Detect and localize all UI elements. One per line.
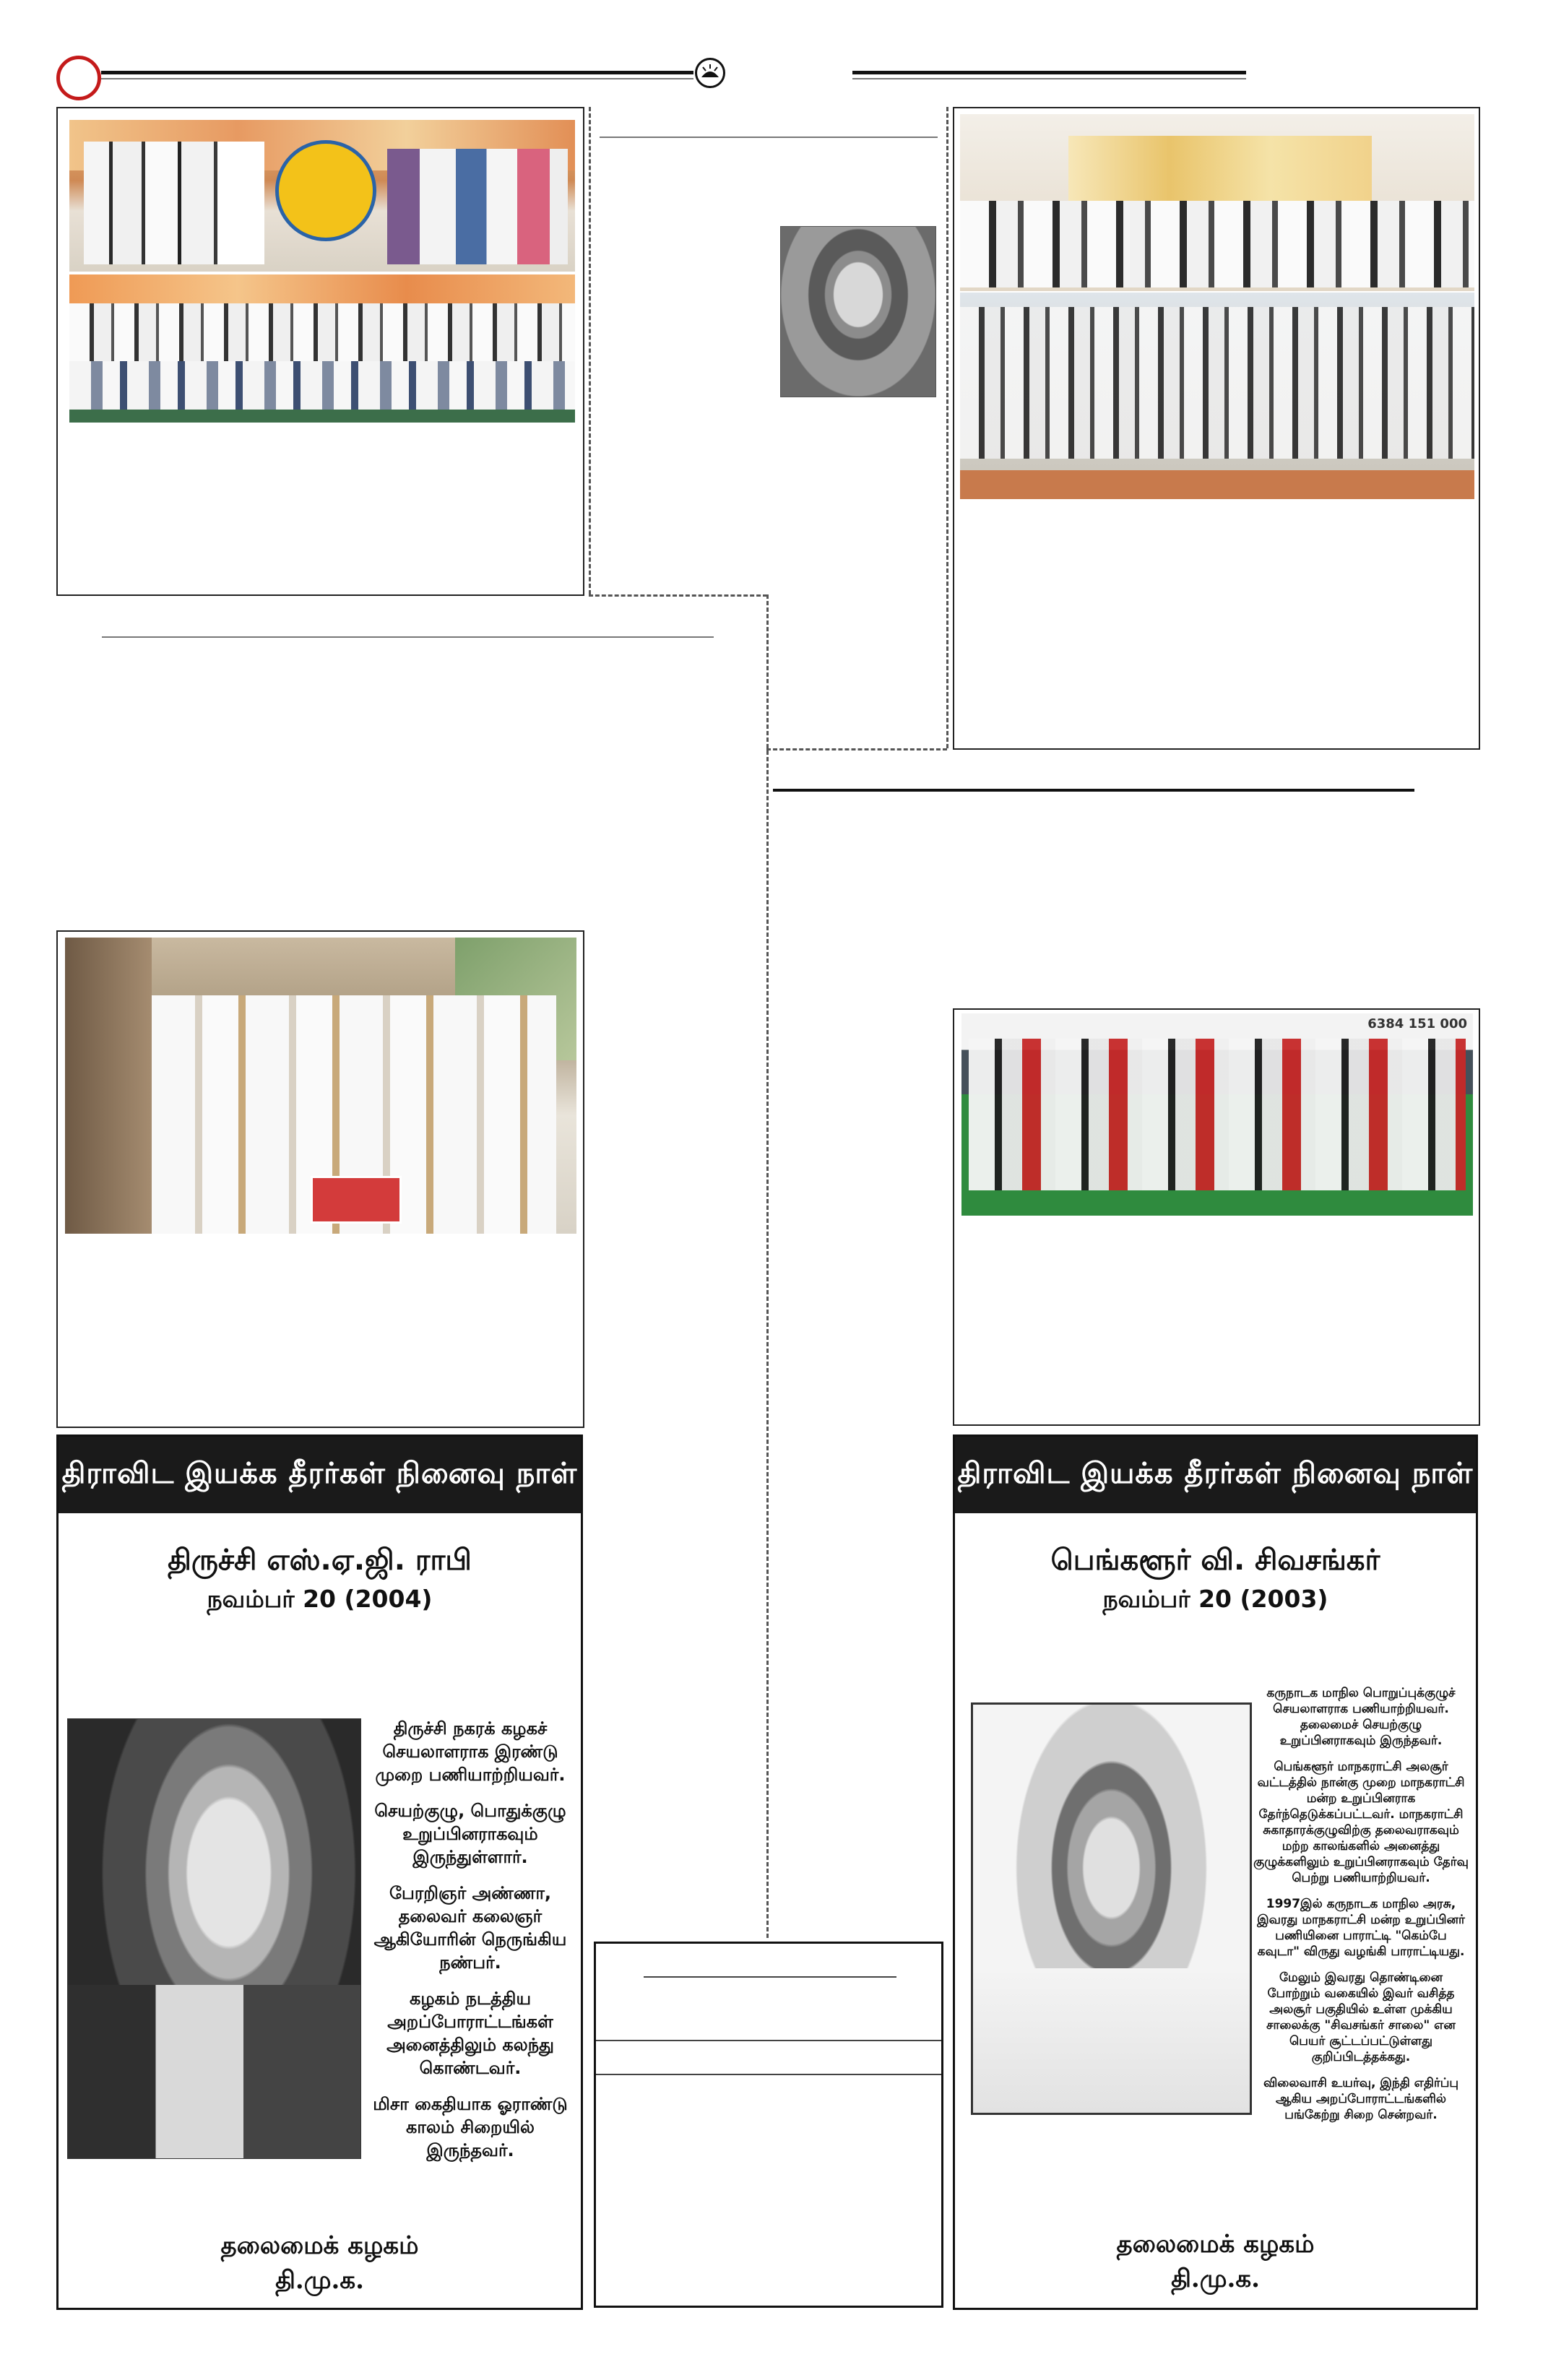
bio-paragraph: திருச்சி நகரக் கழகச் செயலாளராக இரண்டு முறை பணியாற்றியவர். [375,1718,566,1785]
column-divider-3 [946,107,948,748]
memorial-right [953,1435,1478,2310]
memorial-right-footer-party: தி.மு.க. [1171,2264,1260,2293]
memorial-right-date: நவம்பர் 20 (2003) [1102,1585,1328,1613]
column-divider-h2 [766,748,947,750]
obituary-portrait [780,226,936,397]
memorial-left-name: திருச்சி எஸ்.ஏ.ஜி. ராபி [168,1544,472,1577]
center-box-rule [644,1976,896,1978]
article-rule-right [773,789,1414,792]
memorial-left-portrait [67,1718,361,2159]
event-photo-students [69,274,575,423]
memorial-right-portrait [971,1702,1252,2115]
bio-paragraph: செயற்குழு, பொதுக்குழு உறுப்பினராகவும் இருந்துள்ளார். [374,1801,566,1867]
memorial-left-bio [369,1717,571,2175]
header-right-rule-thin [852,78,1246,79]
memorial-left-footer-org: தலைமைக் கழகம் [220,2231,419,2260]
memorial-left-date: நவம்பர் 20 (2004) [207,1585,433,1613]
header-right-rule [852,71,1246,74]
memorial-right-footer-org: தலைமைக் கழகம் [1116,2230,1315,2259]
football-team-photo [961,1013,1473,1216]
memorial-left [56,1435,583,2310]
banner-phone-text: 6384 151 000 [1367,1016,1467,1031]
article-rule-left [102,636,714,638]
bio-paragraph: 1997இல் கருநாடக மாநில அரசு, இவரது மாநகராட்சி மன்ற உறுப்பினர் பணியினை பாராட்டி "கெம்பே கவுடா" விருது வழங்கி பாராட்டியது. [1257,1897,1465,1959]
column-divider [589,107,591,594]
center-small-box [594,1942,943,2308]
memorial-left-footer-party: தி.மு.க. [275,2266,364,2295]
bio-paragraph: கழகம் நடத்திய அறப்போராட்டங்கள் அனைத்திலும் கலந்து கொண்டவர். [386,1989,554,2078]
bio-paragraph: கருநாடக மாநில பொறுப்புக்குழுச் செயலாளராக பணியாற்றியவர். தலைமைச் செயற்குழு உறுப்பினராகவும் இருந்தவர். [1266,1686,1456,1748]
bio-paragraph: விலைவாசி உயர்வு, இந்தி எதிர்ப்பு ஆகிய அறப்போராட்டங்களில் பங்கேற்று சிறை சென்றவர். [1263,2076,1459,2122]
center-box-divider [596,2040,941,2041]
memorial-right-name: பெங்களூர் வி. சிவசங்கர் [1050,1544,1380,1577]
event-photo-stage [69,120,575,272]
bio-paragraph: மிசா கைதியாக ஓராண்டு காலம் சிறையில் இருந்தவர். [373,2094,568,2160]
center-box-divider-2 [596,2074,941,2075]
top-right-article [953,107,1480,750]
column-divider-h [589,594,767,597]
rising-sun-emblem-icon [695,58,725,88]
memorial-right-banner: திராவிட இயக்க தீரர்கள் நினைவு நாள் [955,1437,1476,1513]
meeting-photo-stage [960,114,1474,291]
obituary-headline-rule [600,137,938,138]
mid-right-article [953,1008,1480,1426]
meeting-photo-audience [960,293,1474,499]
header-rule [101,71,693,74]
bio-paragraph: பெங்களூர் மாநகராட்சி அலசூர் வட்டத்தில் நான்கு முறை மாநகராட்சி மன்ற உறுப்பினராக தேர்ந்தெடுக்கப்பட்டவர். மாநகராட்சி சுகாதாரக்குழுவிற்கு தலைவராகவும் மற்ற காலங்களில் அனைத்து குழுக்களிலும் உறுப்பினராகவும் தேர்வு பெற்று பணியாற்றியவர். [1253,1760,1469,1885]
memorial-left-banner: திராவிட இயக்க தீரர்கள் நினைவு நாள் [59,1437,581,1513]
bio-paragraph: மேலும் இவரது தொண்டினை போற்றும் வகையில் இவர் வசித்த அலசூர் பகுதியில் உள்ள முக்கிய சாலைக்கு "சிவசங்கர் சாலை" என பெயர் சூட்டப்பட்டுள்ளது குறிப்பிடத்தக்கது. [1266,1970,1456,2064]
visit-photo [65,938,576,1234]
header-circle-icon [56,56,101,100]
memorial-right-bio [1253,1685,1469,2133]
mid-left-article [56,930,584,1428]
top-left-article [56,107,584,596]
column-divider-2 [766,594,769,1938]
award-emblem [275,140,376,241]
bio-paragraph: பேரறிஞர் அண்ணா, தலைவர் கலைஞர் ஆகியோரின் நெருங்கிய நண்பர். [373,1883,567,1973]
header-rule-thin [101,78,693,79]
